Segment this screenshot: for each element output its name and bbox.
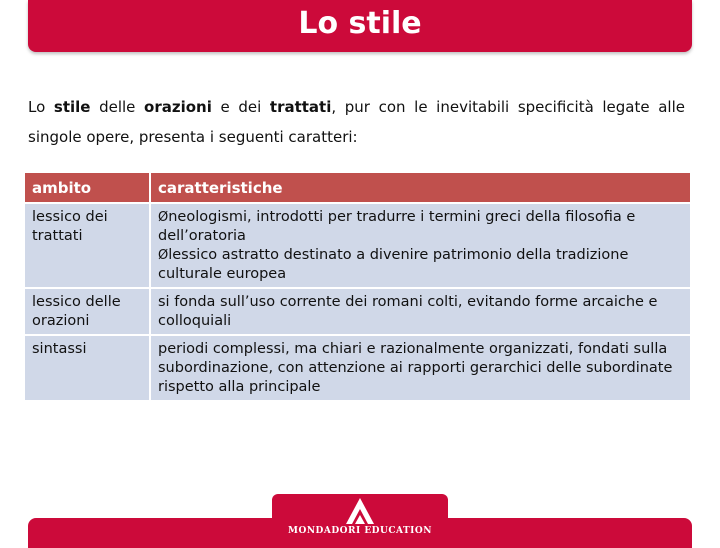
publisher-logo (272, 494, 448, 544)
page-title: Lo stile (298, 6, 422, 41)
intro-segment: delle (90, 98, 145, 116)
cell-caratteristiche (150, 203, 690, 288)
table-row (25, 288, 690, 335)
intro-segment-bold: orazioni (144, 98, 212, 116)
intro-segment: Lo (28, 98, 54, 116)
title-bar (28, 0, 692, 52)
table-header-row (25, 173, 690, 203)
intro-segment-bold: trattati (269, 98, 332, 116)
cell-caratteristiche: periodi complessi, ma chiari e razionalmente organizzati, fondati sulla subordinazione, con attenzione ai rapporti gerarchici delle subordinate rispetto alla principale (150, 335, 690, 400)
table-row (25, 335, 690, 400)
arrow-bullet-icon: Ø (158, 248, 169, 263)
intro-segment: , pur con le inevitabili specificità legate alle singole opere, presenta i seguenti caratteri: (28, 98, 685, 146)
intro-segment-bold: stile (53, 98, 91, 116)
cell-ambito: lessico dei trattati (25, 203, 150, 288)
header-ambito: ambito (25, 173, 150, 203)
logo-text: MONDADORI EDUCATION (288, 526, 432, 536)
intro-paragraph (28, 92, 685, 152)
mondadori-logo-icon (344, 496, 376, 526)
table-row (25, 203, 690, 288)
intro-segment: e dei (211, 98, 270, 116)
features-table (25, 173, 690, 400)
cell-ambito: lessico delle orazioni (25, 288, 150, 335)
bullet-item: Ølessico astratto destinato a divenire patrimonio della tradizione culturale europea (158, 247, 629, 282)
arrow-bullet-icon: Ø (158, 210, 169, 225)
bullet-item: Øneologismi, introdotti per tradurre i termini greci della filosofia e dell’oratoria (158, 209, 636, 244)
cell-caratteristiche: si fonda sull’uso corrente dei romani colti, evitando forme arcaiche e colloquiali (150, 288, 690, 335)
header-caratteristiche: caratteristiche (150, 173, 690, 203)
cell-ambito: sintassi (25, 335, 150, 400)
